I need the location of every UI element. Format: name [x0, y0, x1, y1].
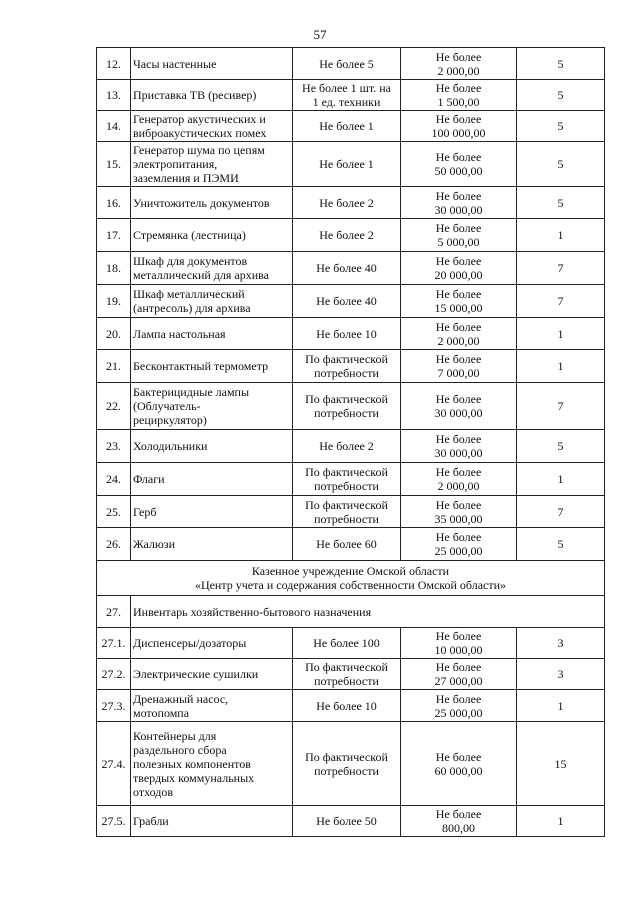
item-price: Не более 2 000,00 — [401, 48, 517, 80]
item-price: Не более 50 000,00 — [401, 142, 517, 187]
item-term: 1 — [517, 690, 605, 722]
item-name: Бактерицидные лампы (Облучатель- рециркулятор) — [131, 383, 293, 430]
table-row — [97, 690, 605, 722]
item-number: 24. — [97, 463, 131, 496]
item-number: 16. — [97, 187, 131, 219]
group-name: Инвентарь хозяйственно-бытового назначения — [131, 596, 605, 628]
table-row — [97, 111, 605, 142]
table-row — [97, 659, 605, 690]
item-number: 17. — [97, 219, 131, 252]
item-price: Не более 35 000,00 — [401, 496, 517, 528]
table-row — [97, 285, 605, 318]
item-term: 1 — [517, 463, 605, 496]
item-term: 7 — [517, 496, 605, 528]
item-quantity: По фактической потребности — [293, 383, 401, 430]
item-price: Не более 15 000,00 — [401, 285, 517, 318]
item-quantity: Не более 60 — [293, 528, 401, 561]
table-row — [97, 722, 605, 806]
item-name: Холодильники — [131, 430, 293, 463]
item-number: 26. — [97, 528, 131, 561]
item-term: 7 — [517, 252, 605, 285]
item-quantity: Не более 2 — [293, 219, 401, 252]
item-price: Не более 100 000,00 — [401, 111, 517, 142]
item-quantity: Не более 40 — [293, 285, 401, 318]
item-quantity: Не более 10 — [293, 318, 401, 350]
item-name: Электрические сушилки — [131, 659, 293, 690]
item-name: Бесконтактный термометр — [131, 350, 293, 383]
item-name: Стремянка (лестница) — [131, 219, 293, 252]
item-number: 14. — [97, 111, 131, 142]
table-row — [97, 187, 605, 219]
item-quantity: По фактической потребности — [293, 659, 401, 690]
item-name: Генератор шума по цепям электропитания, заземления и ПЭМИ — [131, 142, 293, 187]
item-quantity: Не более 10 — [293, 690, 401, 722]
item-price: Не более 2 000,00 — [401, 318, 517, 350]
item-price: Не более 30 000,00 — [401, 430, 517, 463]
group-number: 27. — [97, 596, 131, 628]
item-name: Приставка ТВ (ресивер) — [131, 80, 293, 111]
item-quantity: Не более 2 — [293, 187, 401, 219]
table-row — [97, 430, 605, 463]
item-term: 5 — [517, 528, 605, 561]
item-name: Грабли — [131, 806, 293, 837]
item-quantity: Не более 1 шт. на 1 ед. техники — [293, 80, 401, 111]
item-number: 27.4. — [97, 722, 131, 806]
item-number: 21. — [97, 350, 131, 383]
item-name: Шкаф металлический (антресоль) для архива — [131, 285, 293, 318]
item-quantity: По фактической потребности — [293, 463, 401, 496]
item-term: 7 — [517, 383, 605, 430]
item-name: Диспенсеры/дозаторы — [131, 628, 293, 659]
item-number: 20. — [97, 318, 131, 350]
table-row — [97, 48, 605, 80]
item-term: 7 — [517, 285, 605, 318]
item-term: 1 — [517, 350, 605, 383]
norms-table-body — [97, 48, 605, 837]
table-row — [97, 80, 605, 111]
item-name: Генератор акустических и виброакустических помех — [131, 111, 293, 142]
item-price: Не более 5 000,00 — [401, 219, 517, 252]
item-price: Не более 30 000,00 — [401, 187, 517, 219]
item-name: Шкаф для документов металлический для архива — [131, 252, 293, 285]
item-term: 5 — [517, 111, 605, 142]
item-quantity: Не более 100 — [293, 628, 401, 659]
item-term: 5 — [517, 187, 605, 219]
item-price: Не более 30 000,00 — [401, 383, 517, 430]
table-row — [97, 142, 605, 187]
item-name: Дренажный насос, мотопомпа — [131, 690, 293, 722]
item-term: 3 — [517, 628, 605, 659]
item-number: 15. — [97, 142, 131, 187]
section-row — [97, 561, 605, 596]
item-number: 12. — [97, 48, 131, 80]
item-number: 18. — [97, 252, 131, 285]
item-term: 5 — [517, 142, 605, 187]
table-row — [97, 383, 605, 430]
item-quantity: Не более 2 — [293, 430, 401, 463]
item-quantity: По фактической потребности — [293, 722, 401, 806]
item-price: Не более 25 000,00 — [401, 528, 517, 561]
item-price: Не более 20 000,00 — [401, 252, 517, 285]
item-term: 1 — [517, 806, 605, 837]
page-number: 57 — [313, 27, 327, 42]
item-price: Не более 10 000,00 — [401, 628, 517, 659]
item-name: Флаги — [131, 463, 293, 496]
item-number: 27.1. — [97, 628, 131, 659]
item-price: Не более 60 000,00 — [401, 722, 517, 806]
item-quantity: Не более 40 — [293, 252, 401, 285]
item-term: 1 — [517, 219, 605, 252]
item-name: Жалюзи — [131, 528, 293, 561]
item-number: 23. — [97, 430, 131, 463]
table-row — [97, 528, 605, 561]
table-row — [97, 628, 605, 659]
table-row — [97, 318, 605, 350]
item-quantity: Не более 50 — [293, 806, 401, 837]
item-name: Герб — [131, 496, 293, 528]
item-number: 27.2. — [97, 659, 131, 690]
item-quantity: По фактической потребности — [293, 350, 401, 383]
table-row — [97, 463, 605, 496]
item-name: Контейнеры для раздельного сбора полезных компонентов твердых коммунальных отходов — [131, 722, 293, 806]
table-row — [97, 252, 605, 285]
item-price: Не более 7 000,00 — [401, 350, 517, 383]
item-term: 15 — [517, 722, 605, 806]
item-term: 5 — [517, 80, 605, 111]
item-price: Не более 1 500,00 — [401, 80, 517, 111]
item-price: Не более 800,00 — [401, 806, 517, 837]
item-price: Не более 2 000,00 — [401, 463, 517, 496]
item-name: Лампа настольная — [131, 318, 293, 350]
item-term: 3 — [517, 659, 605, 690]
norms-table — [96, 47, 605, 837]
item-quantity: Не более 1 — [293, 111, 401, 142]
item-number: 25. — [97, 496, 131, 528]
item-number: 13. — [97, 80, 131, 111]
item-number: 27.3. — [97, 690, 131, 722]
item-price: Не более 25 000,00 — [401, 690, 517, 722]
group-row — [97, 596, 605, 628]
item-number: 27.5. — [97, 806, 131, 837]
item-quantity: Не более 5 — [293, 48, 401, 80]
table-row — [97, 496, 605, 528]
item-term: 1 — [517, 318, 605, 350]
item-name: Уничтожитель документов — [131, 187, 293, 219]
item-quantity: По фактической потребности — [293, 496, 401, 528]
item-number: 19. — [97, 285, 131, 318]
item-name: Часы настенные — [131, 48, 293, 80]
table-row — [97, 219, 605, 252]
table-row — [97, 350, 605, 383]
table-row — [97, 806, 605, 837]
item-price: Не более 27 000,00 — [401, 659, 517, 690]
item-term: 5 — [517, 430, 605, 463]
item-quantity: Не более 1 — [293, 142, 401, 187]
item-term: 5 — [517, 48, 605, 80]
section-title: Казенное учреждение Омской области «Центр учета и содержания собственности Омской области» — [97, 561, 605, 596]
item-number: 22. — [97, 383, 131, 430]
